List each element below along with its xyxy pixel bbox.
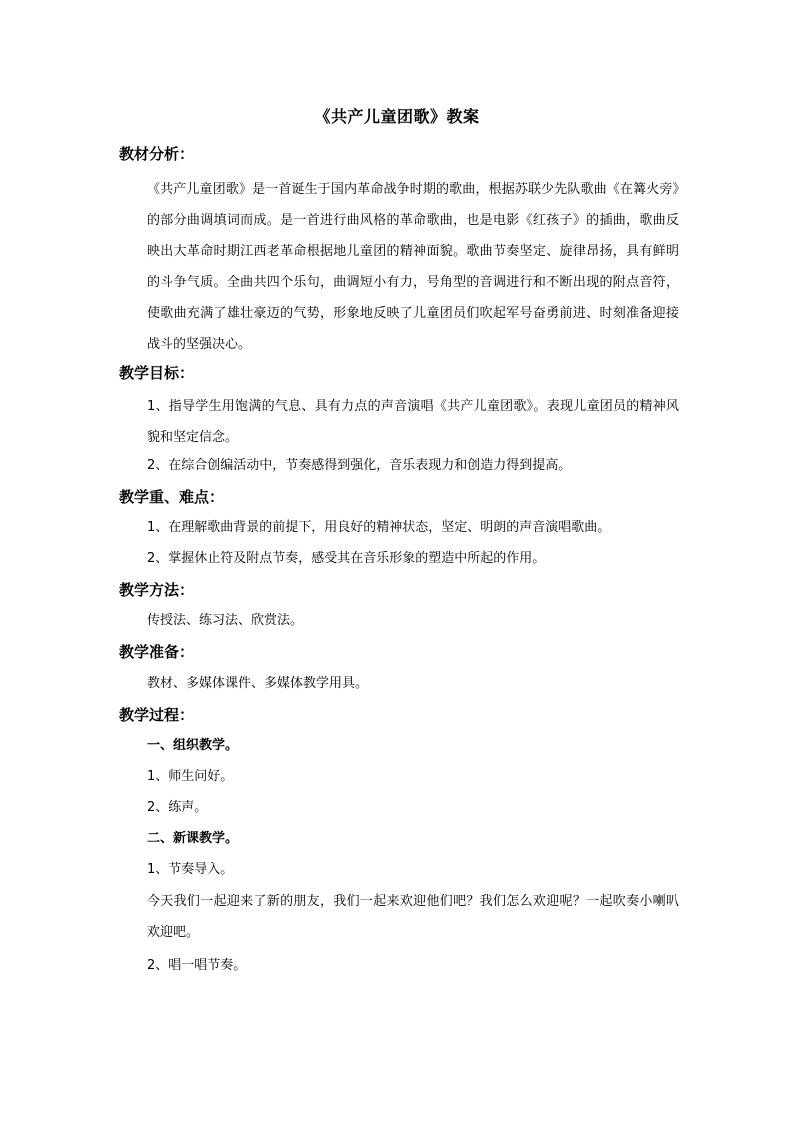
- section-heading-key-points: 教学重、难点：: [119, 488, 225, 506]
- process-part-1-item-1: 1、师生问好。: [147, 769, 234, 784]
- goals-item-2: 2、在综合创编活动中，节奏感得到强化，音乐表现力和创造力得到提高。: [147, 458, 572, 473]
- section-heading-preparation: 教学准备：: [119, 643, 195, 661]
- process-part-2-item-1: 1、节奏导入。: [147, 862, 234, 877]
- section-heading-analysis: 教材分析：: [119, 145, 195, 163]
- analysis-paragraph: 《共产儿童团歌》是一首诞生于国内革命战争时期的歌曲，根据苏联少先队歌曲《在篝火旁》的部分曲调填词而成。是一首进行曲风格的革命歌曲，也是电影《红孩子》的插曲，歌曲反映出大革命时期江西老革命根据地儿童团的精神面貌。歌曲节奏坚定、旋律昂扬，具有鲜明的斗争气质。全曲共四个乐句，曲调短小有力，号角型的音调进行和不断出现的附点音符，使歌曲充满了雄壮豪迈的气势，形象地反映了儿童团员们吹起军号奋勇前进、时刻准备迎接战斗的坚强决心。: [147, 182, 679, 352]
- process-part-2-paragraph: 今天我们一起迎来了新的朋友，我们一起来欢迎他们吧？我们怎么欢迎呢？一起吹奏小喇叭欢迎吧。: [147, 894, 679, 940]
- page-title: 《共产儿童团歌》教案: [314, 107, 480, 126]
- process-part-2-title: 二、新课教学。: [147, 831, 239, 846]
- section-heading-process: 教学过程：: [119, 706, 195, 724]
- process-part-1-item-2: 2、练声。: [147, 800, 208, 815]
- process-part-2-item-2: 2、唱一唱节奏。: [147, 958, 247, 973]
- section-heading-goals: 教学目标：: [119, 364, 195, 382]
- section-heading-methods: 教学方法：: [119, 581, 195, 599]
- goals-item-1: 1、指导学生用饱满的气息、具有力点的声音演唱《共产儿童团歌》。表现儿童团员的精神风貌和坚定信念。: [147, 399, 679, 445]
- key-points-item-1: 1、在理解歌曲背景的前提下，用良好的精神状态，坚定、明朗的声音演唱歌曲。: [147, 520, 611, 535]
- key-points-item-2: 2、掌握休止符及附点节奏，感受其在音乐形象的塑造中所起的作用。: [147, 551, 546, 566]
- preparation-text: 教材、多媒体课件、多媒体教学用具。: [147, 676, 369, 691]
- methods-text: 传授法、练习法、欣赏法。: [147, 613, 304, 628]
- process-part-1-title: 一、组织教学。: [147, 738, 239, 753]
